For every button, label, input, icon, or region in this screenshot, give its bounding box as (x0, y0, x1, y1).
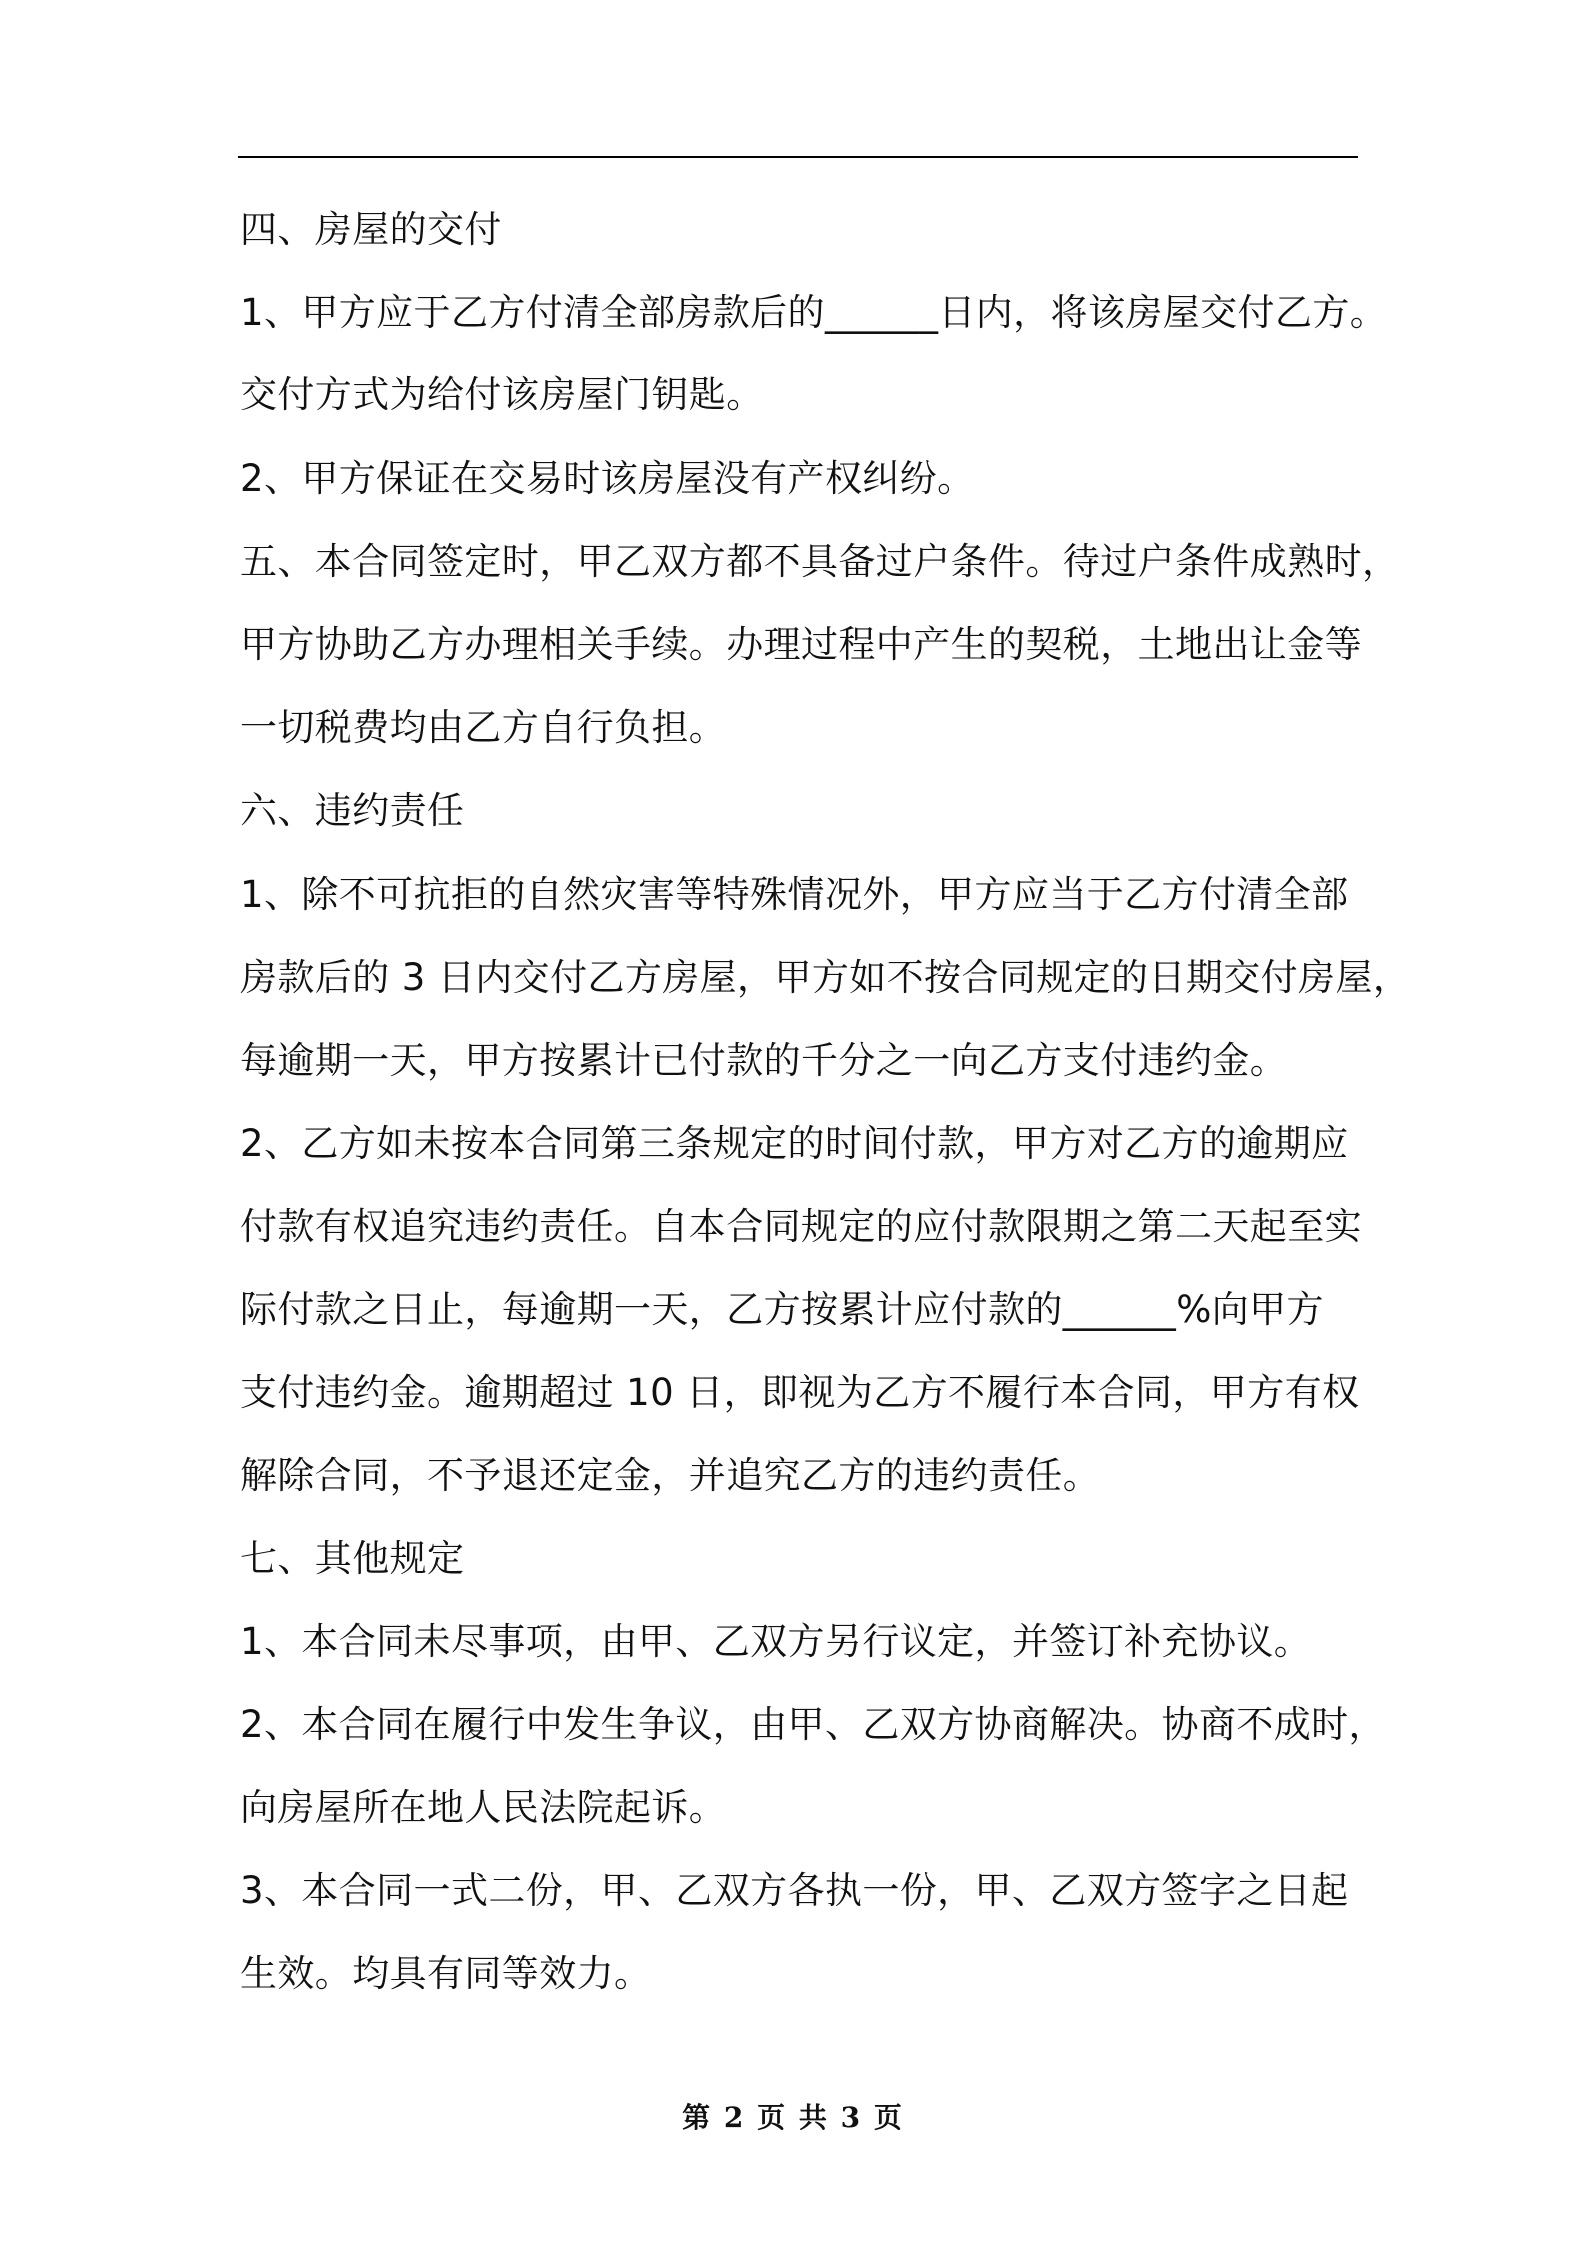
paragraph-line: 向房屋所在地人民法院起诉。 (240, 1786, 727, 1829)
paragraph-line: 1、甲方应于乙方付清全部房款后的______日内，将该房屋交付乙方。 (240, 291, 1388, 334)
paragraph-line: 支付违约金。逾期超过 10 日，即视为乙方不履行本合同，甲方有权 (240, 1371, 1360, 1414)
paragraph-line: 五、本合同签定时，甲乙双方都不具备过户条件。待过户条件成熟时， (240, 540, 1400, 583)
paragraph-line: 房款后的 3 日内交付乙方房屋，甲方如不按合同规定的日期交付房屋， (240, 956, 1411, 999)
section-heading-other: 七、其他规定 (240, 1537, 465, 1580)
paragraph-line: 一切税费均由乙方自行负担。 (240, 706, 727, 749)
paragraph-line: 2、乙方如未按本合同第三条规定的时间付款，甲方对乙方的逾期应 (240, 1122, 1349, 1165)
paragraph-line: 3、本合同一式二份，甲、乙双方各执一份，甲、乙双方签字之日起 (240, 1869, 1349, 1912)
paragraph-line: 生效。均具有同等效力。 (240, 1952, 652, 1995)
section-heading-breach: 六、违约责任 (240, 789, 465, 832)
section-heading-delivery: 四、房屋的交付 (240, 208, 502, 251)
paragraph-line: 解除合同，不予退还定金，并追究乙方的违约责任。 (240, 1454, 1101, 1497)
paragraph-line: 付款有权追究违约责任。自本合同规定的应付款限期之第二天起至实 (240, 1205, 1362, 1248)
paragraph-line: 1、除不可抗拒的自然灾害等特殊情况外，甲方应当于乙方付清全部 (240, 873, 1349, 916)
paragraph-line: 甲方协助乙方办理相关手续。办理过程中产生的契税，土地出让金等 (240, 623, 1362, 666)
header-divider (238, 156, 1358, 158)
paragraph-line: 交付方式为给付该房屋门钥匙。 (240, 373, 764, 416)
paragraph-line: 2、本合同在履行中发生争议，由甲、乙双方协商解决。协商不成时， (240, 1703, 1386, 1746)
paragraph-line: 2、甲方保证在交易时该房屋没有产权纠纷。 (240, 457, 975, 500)
page-footer: 第 2 页 共 3 页 (682, 2101, 904, 2134)
paragraph-line: 1、本合同未尽事项，由甲、乙双方另行议定，并签订补充协议。 (240, 1620, 1312, 1663)
paragraph-line: 际付款之日止，每逾期一天，乙方按累计应付款的______%向甲方 (240, 1288, 1324, 1331)
paragraph-line: 每逾期一天，甲方按累计已付款的千分之一向乙方支付违约金。 (240, 1039, 1288, 1082)
